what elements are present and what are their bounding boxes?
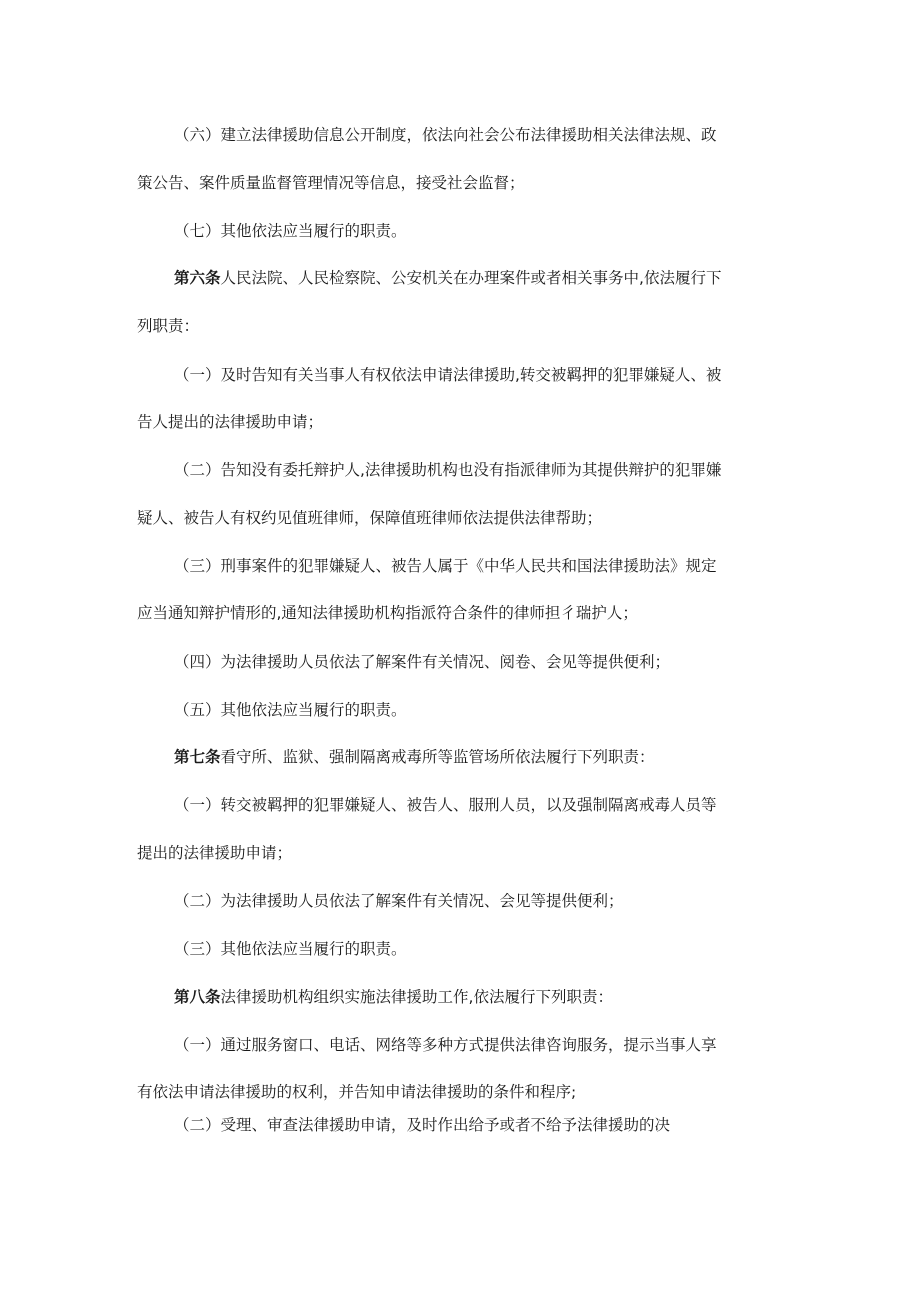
paragraph-line: （四）为法律援助人员依法了解案件有关情况、阅卷、会见等提供便利；: [174, 653, 671, 671]
paragraph-line: 疑人、被告人有权约见值班律师，保障值班律师依法提供法律帮助；: [137, 509, 603, 527]
paragraph-line: 策公告、案件质量监督管理情况等信息，接受社会监督；: [137, 174, 525, 192]
paragraph-line: 告人提出的法律援助申请；: [137, 413, 324, 431]
article-heading-line: 第六条人民法院、人民检察院、公安机关在办理案件或者相关事务中,依法履行下: [174, 269, 722, 287]
article-number: 第八条: [174, 988, 221, 1006]
article-number: 第六条: [174, 269, 221, 287]
paragraph-line: 提出的法律援助申请；: [137, 844, 293, 862]
paragraph-line: （二）受理、审查法律援助申请，及时作出给予或者不给予法律援助的决: [174, 1116, 671, 1134]
paragraph-line: （六）建立法律援助信息公开制度，依法向社会公布法律援助相关法律法规、政: [174, 126, 717, 144]
article-number: 第七条: [174, 748, 221, 766]
paragraph-line: 应当通知辩护情形的,通知法律援助机构指派符合条件的律师担彳瑞护人；: [137, 604, 638, 622]
paragraph-line: （三）其他依法应当履行的职责。: [174, 940, 407, 958]
paragraph-line: （一）通过服务窗口、电话、网络等多种方式提供法律咨询服务，提示当事人享: [174, 1036, 717, 1054]
paragraph-line: （七）其他依法应当履行的职责。: [174, 222, 407, 240]
paragraph-line: （一）及时告知有关当事人有权依法申请法律援助,转交被羁押的犯罪嫌疑人、被: [174, 366, 722, 384]
paragraph-line: 列职责：: [137, 317, 200, 335]
paragraph-line: （三）刑事案件的犯罪嫌疑人、被告人属于《中华人民共和国法律援助法》规定: [174, 557, 717, 575]
article-heading-line: 第七条看守所、监狱、强制隔离戒毒所等监管场所依法履行下列职责：: [174, 748, 655, 766]
paragraph-line: （二）为法律援助人员依法了解案件有关情况、会见等提供便利；: [174, 892, 624, 910]
paragraph-line: （五）其他依法应当履行的职责。: [174, 701, 407, 719]
paragraph-line: （二）告知没有委托辩护人,法律援助机构也没有指派律师为其提供辩护的犯罪嫌: [174, 461, 722, 479]
paragraph-line: 有依法申请法律援助的权利，并告知申请法律援助的条件和程序;: [137, 1083, 577, 1101]
article-heading-line: 第八条法律援助机构组织实施法律援助工作,依法履行下列职责：: [174, 988, 613, 1006]
paragraph-line: （一）转交被羁押的犯罪嫌疑人、被告人、服刑人员，以及强制隔离戒毒人员等: [174, 796, 717, 814]
